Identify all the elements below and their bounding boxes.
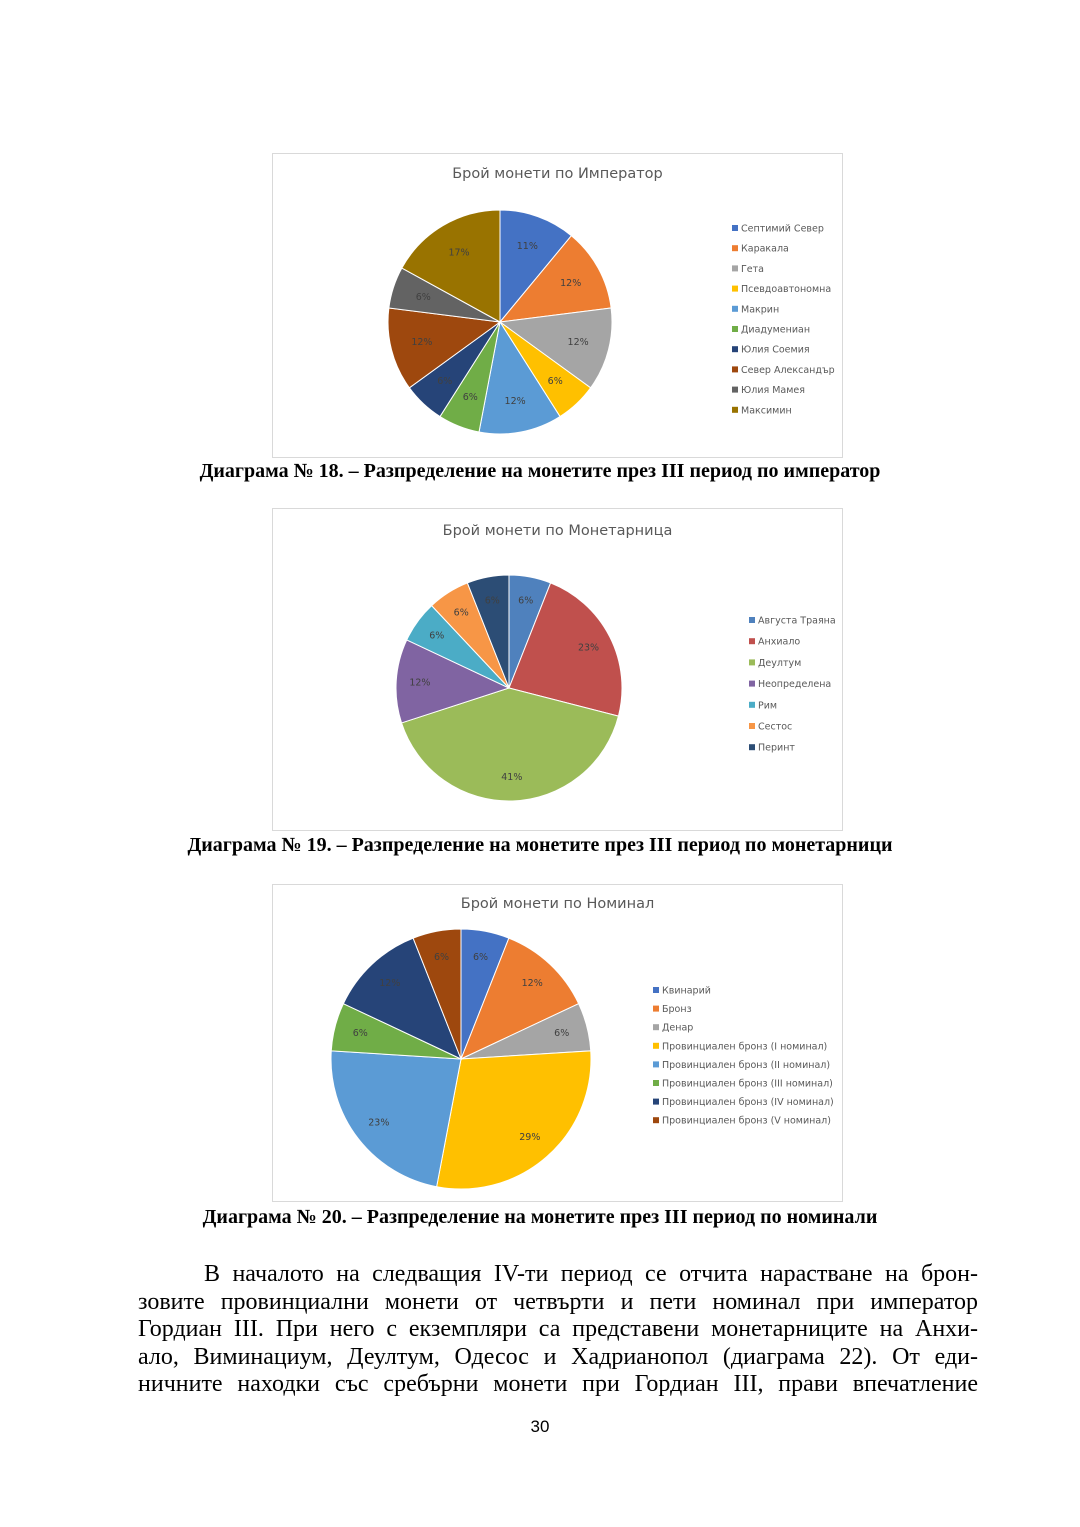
data-label: 6% [453, 607, 469, 619]
legend-swatch [653, 1006, 659, 1012]
legend-entry: Провинциален бронз (V номинал) [662, 1115, 831, 1127]
data-label: 6% [484, 595, 500, 607]
legend-swatch [653, 1043, 659, 1049]
chart-svg [273, 885, 844, 1203]
legend-swatch [732, 366, 738, 372]
legend-swatch [653, 1117, 659, 1123]
legend-entry: Север Александър [741, 364, 835, 376]
data-label: 6% [429, 630, 445, 642]
legend-swatch [732, 407, 738, 413]
chart-title: Брой монети по Номинал [460, 896, 655, 912]
legend-entry: Максимин [741, 405, 792, 417]
legend-swatch [749, 617, 755, 623]
data-label: 29% [519, 1132, 541, 1143]
legend-entry: Деултум [758, 657, 802, 669]
legend-swatch [749, 702, 755, 708]
legend-swatch [732, 245, 738, 251]
legend-entry: Провинциален бронз (II номинал) [662, 1059, 831, 1071]
data-label: 6% [518, 595, 534, 607]
legend-swatch [749, 659, 755, 665]
data-label: 12% [504, 396, 526, 408]
data-label: 6% [472, 951, 489, 963]
legend-entry: Провинциален бронз (I номинал) [662, 1041, 828, 1053]
legend-entry: Августа Траяна [758, 615, 836, 627]
chart-title: Брой монети по Монетарница [442, 523, 673, 539]
legend-swatch [749, 681, 755, 687]
legend-swatch [653, 1024, 659, 1030]
chart-mint [272, 508, 843, 831]
data-label: 12% [411, 337, 433, 349]
legend-swatch [732, 326, 738, 332]
data-label: 23% [577, 642, 600, 654]
data-label: 6% [437, 375, 453, 387]
data-label: 12% [560, 278, 582, 290]
legend-swatch [653, 1061, 659, 1067]
data-label: 6% [415, 292, 431, 304]
legend-entry: Каракала [741, 243, 789, 255]
legend-entry: Рим [758, 700, 778, 712]
data-label: 6% [547, 375, 563, 387]
data-label: 6% [462, 392, 478, 403]
paragraph-line: ало, Виминациум, Деултум, Одесос и Хадрианопол (диаграма 22). От еди- [138, 1343, 978, 1370]
caption-18: Диаграма № 18. – Разпределение на монетите през III период по император [199, 460, 881, 482]
chart-denomination [272, 884, 843, 1202]
legend-entry: Перинт [758, 742, 795, 754]
legend-entry: Анхиало [758, 636, 801, 648]
legend-entry: Денар [662, 1022, 694, 1034]
legend-swatch [749, 638, 755, 644]
legend-swatch [732, 225, 738, 231]
legend-swatch [653, 987, 659, 993]
data-label: 6% [433, 951, 450, 963]
paragraph-line: Гордиан III. При него с екземпляри са представени монетарниците на Анхи- [138, 1316, 978, 1342]
legend-swatch [732, 265, 738, 271]
legend-entry: Псевдоавтономна [741, 284, 832, 296]
caption-20: Диаграма № 20. – Разпределение на монетите през III период по номинали [202, 1206, 878, 1228]
data-label: 11% [516, 241, 538, 253]
legend-swatch [653, 1099, 659, 1105]
legend-swatch [749, 744, 755, 750]
paragraph-line: ничните находки със сребърни монети при Гордиан III, прави впечатление [138, 1371, 978, 1397]
legend-entry: Юлия Мамея [741, 385, 805, 397]
data-label: 12% [521, 978, 543, 990]
chart-svg [273, 509, 844, 832]
legend-entry: Септимий Север [741, 223, 824, 235]
paragraph-line: В началото на следващия IV-ти период се отчита нарастване на брон- [204, 1261, 978, 1287]
legend-swatch [732, 286, 738, 292]
data-label: 6% [352, 1028, 368, 1040]
legend-entry: Диадумениан [741, 324, 811, 336]
chart-svg [273, 154, 844, 459]
legend-swatch [732, 387, 738, 393]
legend-entry: Бронз [662, 1004, 692, 1016]
body-paragraph [138, 1261, 978, 1399]
legend-swatch [732, 346, 738, 352]
legend-entry: Провинциален бронз (IV номинал) [662, 1097, 834, 1109]
legend-swatch [653, 1080, 659, 1086]
legend-entry: Сестос [758, 721, 793, 733]
data-label: 12% [379, 978, 401, 990]
legend-entry: Гета [741, 263, 764, 275]
page-number: 30 [530, 1417, 550, 1436]
chart-emperor [272, 153, 843, 458]
data-label: 12% [567, 337, 589, 349]
data-label: 6% [554, 1028, 570, 1040]
legend-swatch [732, 306, 738, 312]
data-label: 17% [448, 247, 470, 259]
legend-entry: Провинциален бронз (III номинал) [662, 1078, 833, 1090]
caption-19: Диаграма № 19. – Разпределение на монетите през III период по монетарници [187, 834, 893, 856]
data-label: 41% [501, 772, 523, 784]
legend-swatch [749, 723, 755, 729]
pie-slice [437, 1051, 591, 1189]
chart-title: Брой монети по Император [452, 166, 663, 182]
legend-entry: Квинарий [662, 985, 711, 997]
data-label: 12% [409, 677, 431, 689]
legend-entry: Неопределена [758, 679, 832, 691]
legend-entry: Юлия Соемия [741, 344, 810, 356]
paragraph-line: зовите провинциални монети от четвърти и пети номинал при император [138, 1288, 978, 1315]
legend-entry: Макрин [741, 304, 780, 316]
data-label: 23% [368, 1117, 390, 1129]
